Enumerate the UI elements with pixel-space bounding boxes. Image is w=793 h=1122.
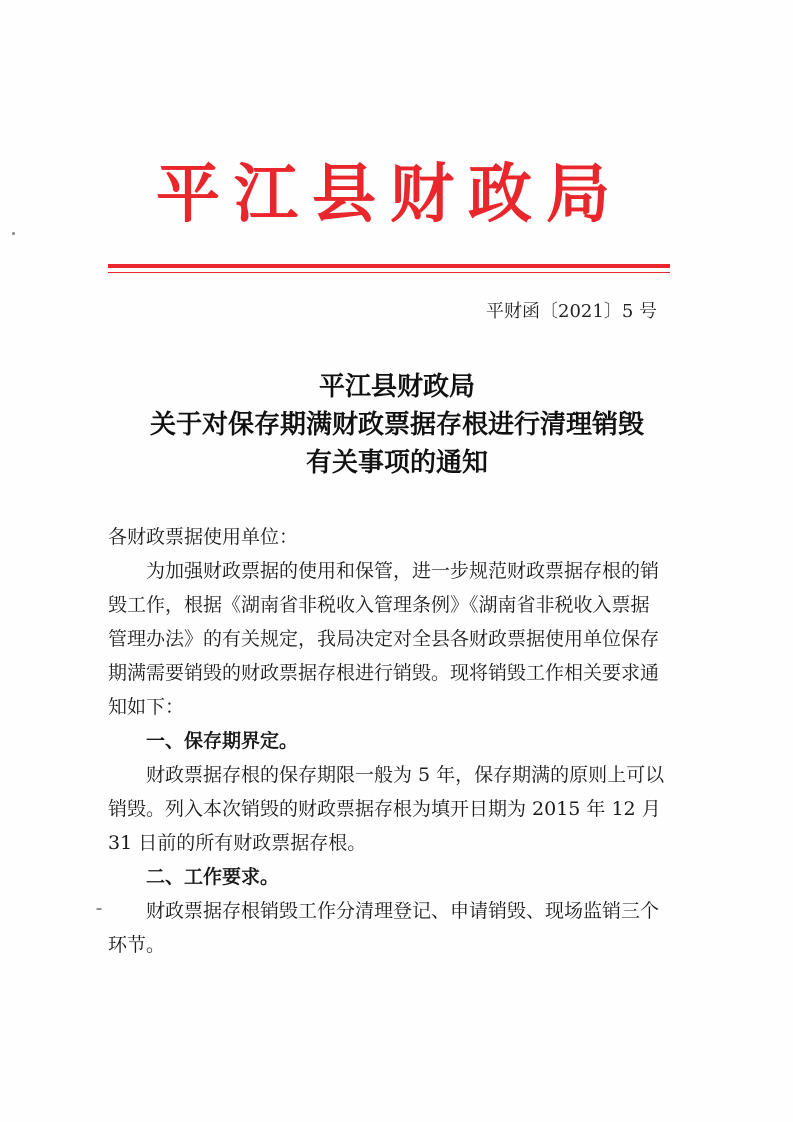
document-title — [100, 368, 694, 482]
issuer-banner: 平江县财政局 — [156, 158, 624, 232]
salutation: 各财政票据使用单位： — [108, 526, 299, 548]
section-2-heading: 二、工作要求。 — [146, 866, 280, 888]
section-1-paragraph: 财政票据存根的保存期限一般为 5 年，保存期满的原则上可以销毁。列入本次销毁的财政票据存根为填开日期为 2015 年 12 月 31 日前的所有财政票据存根。 — [108, 764, 665, 854]
document-body — [108, 520, 668, 962]
document-number: 平财函〔2021〕5 号 — [486, 301, 657, 322]
title-line-2: 关于对保存期满财政票据存根进行清理销毁 — [149, 410, 644, 440]
red-divider-thin — [108, 272, 670, 273]
scan-speck — [96, 908, 102, 910]
red-divider-thick — [108, 264, 670, 268]
title-line-3: 有关事项的通知 — [305, 448, 488, 478]
scan-speck — [12, 232, 15, 235]
section-1-heading: 一、保存期界定。 — [146, 730, 299, 752]
section-2-paragraph: 财政票据存根销毁工作分清理登记、申请销毁、现场监销三个环节。 — [108, 900, 660, 956]
title-line-1: 平江县财政局 — [318, 372, 475, 402]
intro-paragraph: 为加强财政票据的使用和保管，进一步规范财政票据存根的销毁工作，根据《湖南省非税收入管理条例》《湖南省非税收入票据管理办法》的有关规定，我局决定对全县各财政票据使用单位保存期满需要销毁的财政票据存根进行销毁。现将销毁工作相关要求通知如下： — [108, 560, 660, 718]
